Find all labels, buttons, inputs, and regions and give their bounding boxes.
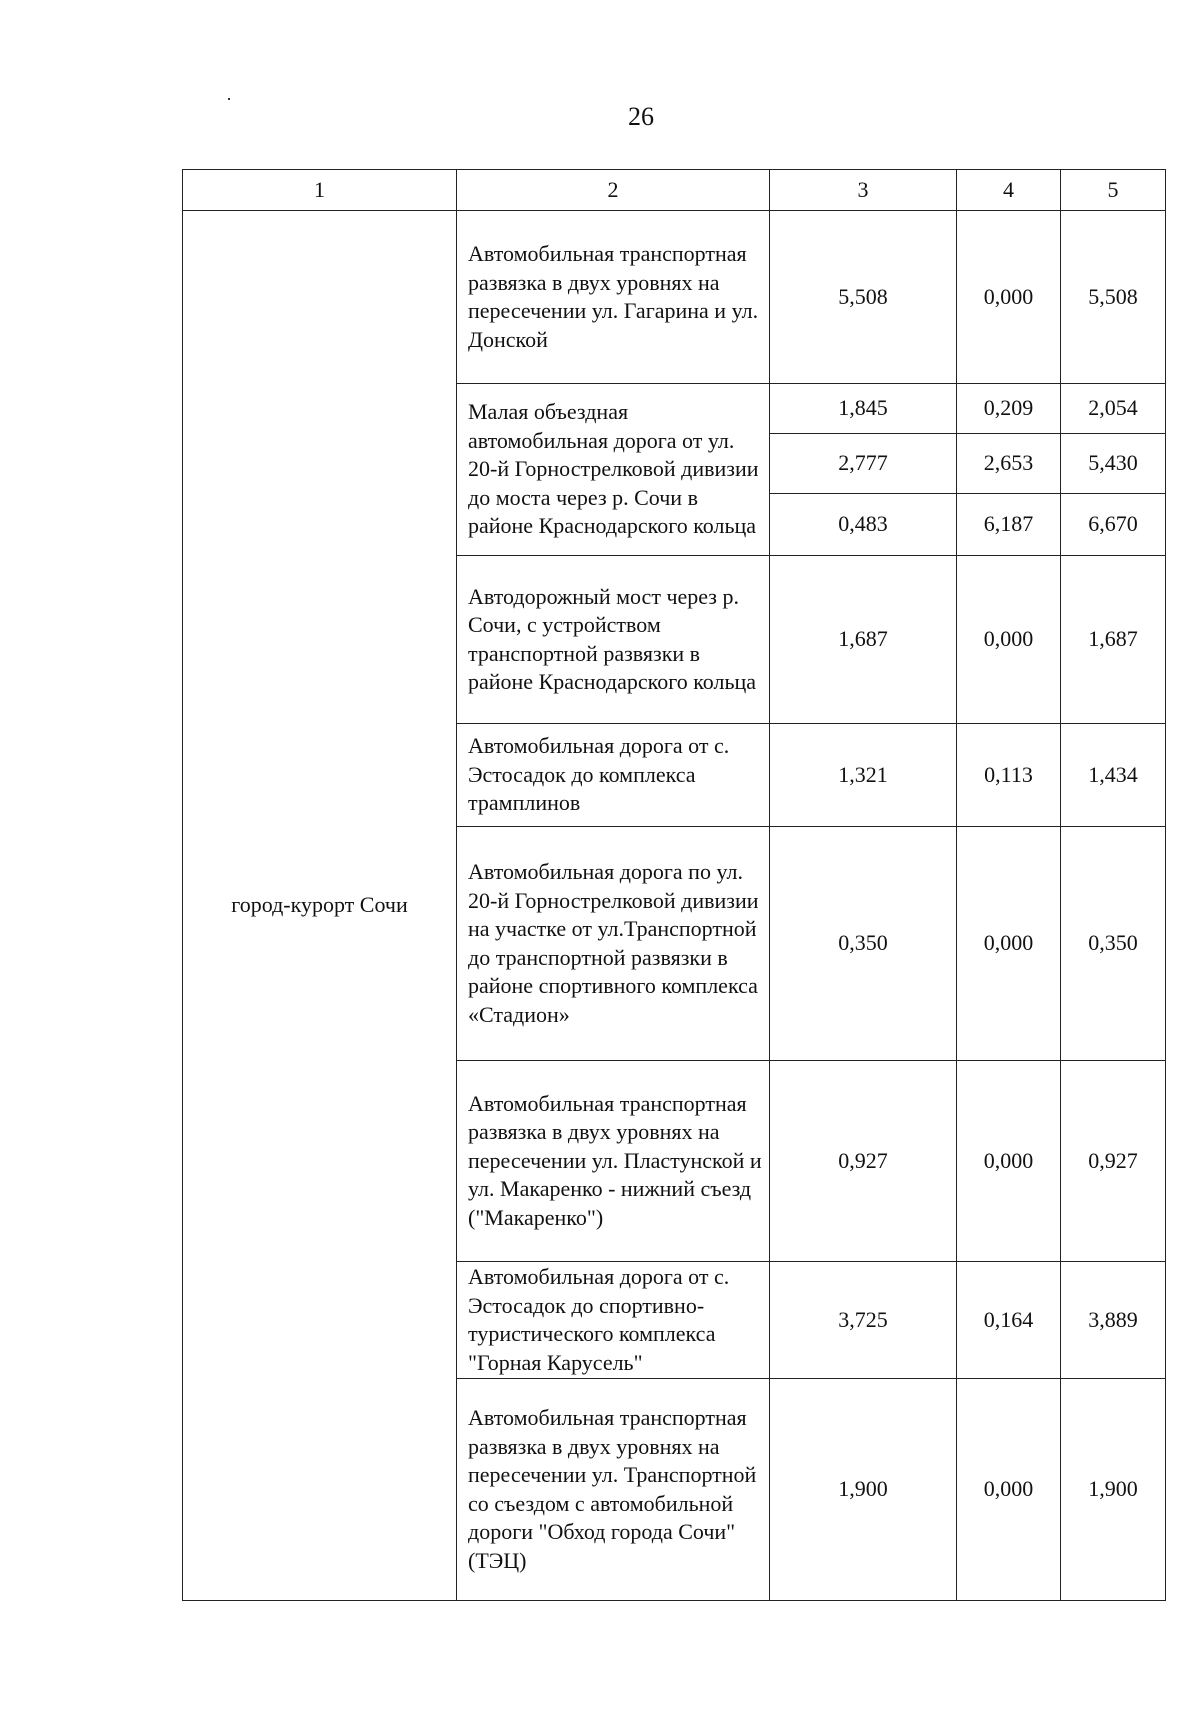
value-col-5: 5,430 (1061, 434, 1166, 494)
value-col-3: 1,900 (770, 1379, 957, 1601)
object-description: Автодорожный мост через р. Сочи, с устройством транспортной развязки в районе Краснодарского кольца (457, 556, 770, 724)
value-col-4: 0,113 (957, 724, 1061, 827)
value-col-4: 0,164 (957, 1262, 1061, 1379)
object-description: Автомобильная транспортная развязка в двух уровнях на пересечении ул. Транспортной со съездом с автомобильной дороги "Обход города Сочи" (ТЭЦ) (457, 1379, 770, 1601)
header-col-2: 2 (457, 170, 770, 211)
object-description: Автомобильная дорога от с. Эстосадок до комплекса трамплинов (457, 724, 770, 827)
header-col-5: 5 (1061, 170, 1166, 211)
value-col-3: 0,483 (770, 494, 957, 556)
value-col-4: 0,209 (957, 384, 1061, 434)
value-col-4: 0,000 (957, 556, 1061, 724)
value-col-4: 0,000 (957, 1379, 1061, 1601)
object-description: Автомобильная транспортная развязка в двух уровнях на пересечении ул. Пластунской и ул. Макаренко - нижний съезд ("Макаренко") (457, 1061, 770, 1262)
value-col-5: 0,927 (1061, 1061, 1166, 1262)
value-col-5: 3,889 (1061, 1262, 1166, 1379)
value-col-4: 0,000 (957, 1061, 1061, 1262)
header-row (183, 170, 1166, 211)
value-col-3: 3,725 (770, 1262, 957, 1379)
value-col-3: 0,927 (770, 1061, 957, 1262)
road-objects-table (182, 169, 1166, 1601)
value-col-5: 5,508 (1061, 211, 1166, 384)
value-col-3: 0,350 (770, 827, 957, 1061)
page-number: 26 (628, 102, 654, 131)
table-row (183, 211, 1166, 384)
object-description: Малая объездная автомобильная дорога от ул. 20-й Горнострелковой дивизии до моста через р. Сочи в районе Краснодарского кольца (457, 384, 770, 556)
value-col-3: 5,508 (770, 211, 957, 384)
value-col-3: 2,777 (770, 434, 957, 494)
value-col-3: 1,687 (770, 556, 957, 724)
value-col-5: 6,670 (1061, 494, 1166, 556)
value-col-5: 1,687 (1061, 556, 1166, 724)
value-col-5: 0,350 (1061, 827, 1166, 1061)
object-description: Автомобильная дорога по ул. 20-й Горнострелковой дивизии на участке от ул.Транспортной до транспортной развязки в районе спортивного комплекса «Стадион» (457, 827, 770, 1061)
value-col-3: 1,845 (770, 384, 957, 434)
value-col-4: 0,000 (957, 211, 1061, 384)
header-col-3: 3 (770, 170, 957, 211)
header-col-1: 1 (183, 170, 457, 211)
value-col-5: 1,900 (1061, 1379, 1166, 1601)
value-col-5: 2,054 (1061, 384, 1166, 434)
value-col-4: 2,653 (957, 434, 1061, 494)
region-cell: город-курорт Сочи (183, 211, 457, 1601)
value-col-4: 0,000 (957, 827, 1061, 1061)
header-col-4: 4 (957, 170, 1061, 211)
value-col-5: 1,434 (1061, 724, 1166, 827)
object-description: Автомобильная транспортная развязка в двух уровнях на пересечении ул. Гагарина и ул. Донской (457, 211, 770, 384)
value-col-3: 1,321 (770, 724, 957, 827)
value-col-4: 6,187 (957, 494, 1061, 556)
object-description: Автомобильная дорога от с. Эстосадок до спортивно-туристического комплекса "Горная Карусель" (457, 1262, 770, 1379)
scan-artifact-dot (228, 98, 230, 100)
